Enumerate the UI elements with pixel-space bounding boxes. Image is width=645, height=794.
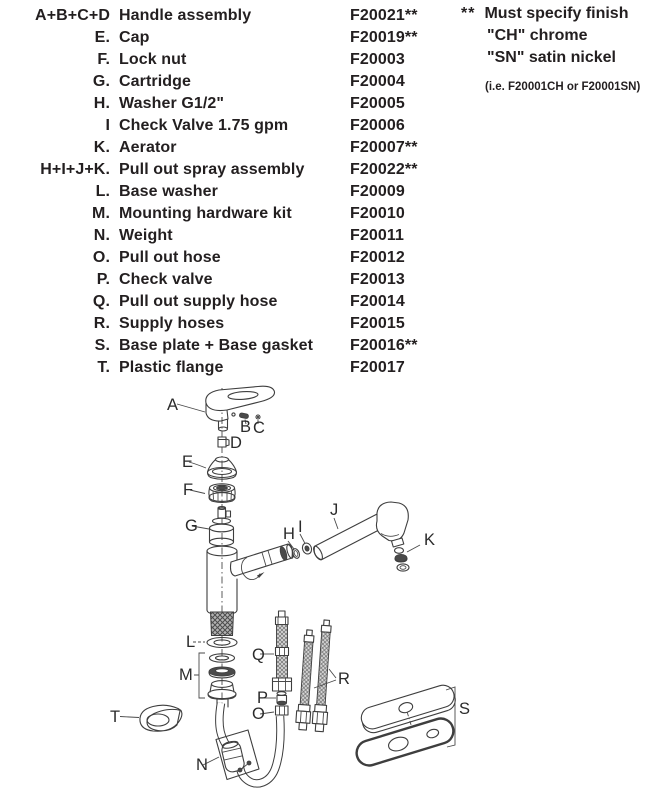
part-letter: F. <box>97 51 110 68</box>
part-description: Handle assembly <box>119 7 252 24</box>
diagram-label-c: C <box>253 419 265 437</box>
parts-list-row <box>0 291 645 313</box>
diagram-label-i: I <box>298 518 303 536</box>
part-description: Base plate + Base gasket <box>119 337 314 354</box>
part-description: Pull out supply hose <box>119 293 278 310</box>
part-letter: R. <box>93 315 110 332</box>
diagram-label-p: P <box>257 689 269 707</box>
part-number: F20013 <box>350 271 405 288</box>
part-number: F20022** <box>350 161 418 178</box>
part-description: Cartridge <box>119 73 192 90</box>
part-description: Supply hoses <box>119 315 225 332</box>
part-letter: E. <box>94 29 110 46</box>
part-number: F20014 <box>350 293 405 310</box>
part-number: F20005 <box>350 95 405 112</box>
part-number: F20016** <box>350 337 418 354</box>
diagram-label-a: A <box>167 396 179 414</box>
diagram-label-t: T <box>110 708 121 726</box>
part-letter: H+I+J+K. <box>40 161 110 178</box>
parts-list-row <box>0 269 645 291</box>
parts-list-row <box>0 181 645 203</box>
cartridge-part <box>210 507 234 546</box>
parts-list-row <box>0 225 645 247</box>
diagram-label-h: H <box>283 525 295 543</box>
part-number: F20004 <box>350 73 405 90</box>
faucet-body-part <box>207 544 295 615</box>
part-number: F20012 <box>350 249 405 266</box>
diagram-label-b: B <box>240 418 252 436</box>
parts-list-row <box>0 247 645 269</box>
spray-wand-part <box>312 502 409 561</box>
diagram-label-m: M <box>179 666 193 684</box>
part-number: F20017 <box>350 359 405 376</box>
aerator-part <box>395 548 410 571</box>
part-number: F20007** <box>350 139 418 156</box>
part-description: Check valve <box>119 271 213 288</box>
finish-note-line1: Must specify finish <box>484 5 629 22</box>
part-letter: M. <box>92 205 110 222</box>
diagram-label-s: S <box>459 700 471 718</box>
plastic-flange-part <box>140 705 182 731</box>
diagram-label-j: J <box>330 501 339 519</box>
part-description: Aerator <box>119 139 177 156</box>
diagram-label-o: O <box>252 705 265 723</box>
part-letter: S. <box>94 337 110 354</box>
diagram-label-k: K <box>424 531 436 549</box>
diagram-label-e: E <box>182 453 194 471</box>
part-description: Washer G1/2" <box>119 95 225 112</box>
part-letter: N. <box>93 227 110 244</box>
finish-note-marker: ** <box>461 5 476 22</box>
hose-fitting-part <box>276 706 289 715</box>
part-number: F20019** <box>350 29 418 46</box>
part-number: F20011 <box>350 227 404 244</box>
finish-note <box>461 3 640 98</box>
part-description: Base washer <box>119 183 218 200</box>
part-description: Cap <box>119 29 150 46</box>
part-description: Lock nut <box>119 51 187 68</box>
part-letter: I <box>105 117 110 134</box>
diagram-label-r: R <box>338 670 350 688</box>
part-number: F20010 <box>350 205 405 222</box>
supply-hoses-part <box>295 620 334 732</box>
diagram-label-g: G <box>185 517 198 535</box>
part-description: Check Valve 1.75 gpm <box>119 117 289 134</box>
part-letter: O. <box>92 249 110 266</box>
part-description: Weight <box>119 227 173 244</box>
part-description: Pull out spray assembly <box>119 161 305 178</box>
part-number: F20015 <box>350 315 405 332</box>
parts-list-row <box>0 203 645 225</box>
diagram-label-f: F <box>183 481 194 499</box>
pull-out-supply-hose-part <box>273 611 292 691</box>
part-letter: L. <box>95 183 110 200</box>
check-valve-inline-part <box>301 542 313 556</box>
diagram-labels <box>110 396 470 774</box>
diagram-label-l: L <box>186 633 196 651</box>
parts-list-row <box>0 357 645 379</box>
parts-list-row <box>0 115 645 137</box>
part-number: F20021** <box>350 7 418 24</box>
parts-list-row <box>0 159 645 181</box>
parts-list-row <box>0 313 645 335</box>
part-letter: K. <box>93 139 110 156</box>
part-description: Plastic flange <box>119 359 224 376</box>
part-description: Mounting hardware kit <box>119 205 292 222</box>
part-letter: P. <box>96 271 110 288</box>
base-plate-part <box>354 682 460 768</box>
part-letter: Q. <box>92 293 110 310</box>
parts-list-row <box>0 335 645 357</box>
part-description: Pull out hose <box>119 249 221 266</box>
finish-note-example: (i.e. F20001CH or F20001SN) <box>485 81 641 93</box>
diagram-label-q: Q <box>252 646 265 664</box>
handle-adapter-part <box>218 437 229 447</box>
diagram-label-d: D <box>230 434 242 452</box>
check-valve-part <box>277 692 287 705</box>
part-letter: H. <box>93 95 110 112</box>
part-letter: T. <box>97 359 110 376</box>
part-number: F20006 <box>350 117 405 134</box>
part-number: F20003 <box>350 51 405 68</box>
diagram-label-n: N <box>196 756 208 774</box>
part-letter: G. <box>92 73 110 90</box>
threaded-shank-part <box>211 612 234 636</box>
parts-list-row <box>0 137 645 159</box>
part-number: F20009 <box>350 183 405 200</box>
part-letter: A+B+C+D <box>35 7 110 24</box>
finish-note-line3: "SN" satin nickel <box>487 49 616 66</box>
mounting-hardware-part <box>194 653 236 707</box>
finish-note-line2: "CH" chrome <box>487 27 588 44</box>
